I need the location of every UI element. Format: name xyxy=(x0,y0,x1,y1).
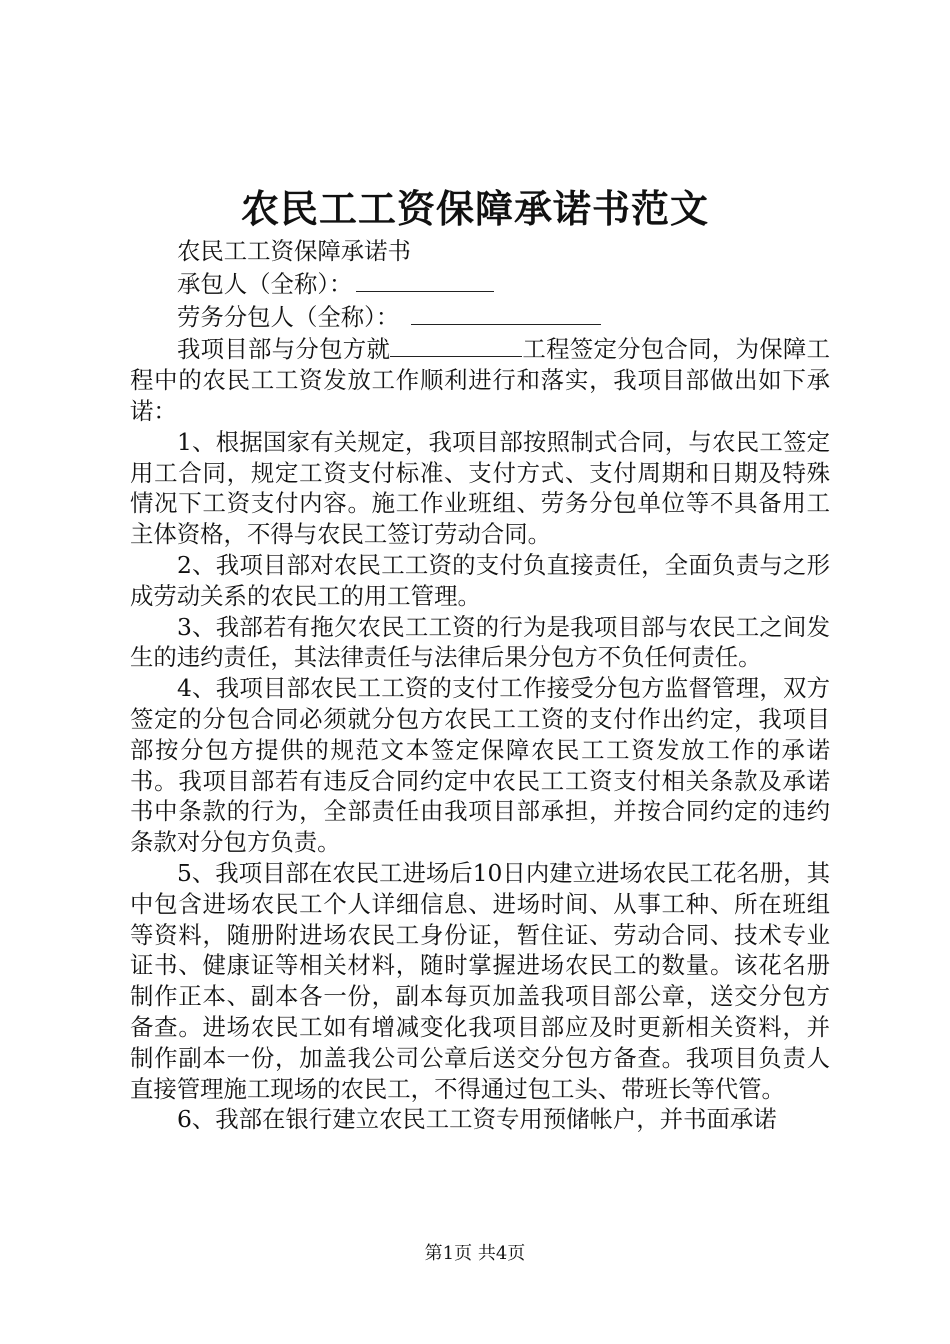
intro-text-end: 工程签定分包合同，为保障工程中的农民工工资发放工作顺利进行和落实，我项目部做出如下承诺： xyxy=(130,335,831,425)
commitment-paragraph-3: 3、我部若有拖欠农民工工资的行为是我项目部与农民工之间发生的违约责任，其法律责任与法律后果分包方不负任何责任。 xyxy=(130,612,830,672)
contractor-line xyxy=(130,267,830,300)
intro-text-start: 我项目部与分包方就 xyxy=(177,335,391,364)
subcontractor-line xyxy=(130,300,830,333)
subcontractor-name-blank xyxy=(411,300,601,325)
commitment-paragraph-6: 6、我部在银行建立农民工工资专用预储帐户，并书面承诺 xyxy=(177,1105,777,1134)
document-body xyxy=(130,236,830,1135)
contractor-label: 承包人（全称）： xyxy=(177,269,353,298)
document-heading: 农民工工资保障承诺书 xyxy=(177,237,411,265)
page-number-footer: 第1页 共4页 xyxy=(424,1243,526,1264)
project-name-blank xyxy=(390,332,522,357)
intro-paragraph xyxy=(130,332,830,426)
commitment-paragraph-2: 2、我项目部对农民工工资的支付负直接责任，全面负责与之形成劳动关系的农民工的用工管理。 xyxy=(130,550,830,610)
contractor-name-blank xyxy=(356,267,494,292)
commitment-paragraph-4: 4、我项目部农民工工资的支付工作接受分包方监督管理，双方签定的分包合同必须就分包方农民工工资的支付作出约定，我项目部按分包方提供的规范文本签定保障农民工工资发放工作的承诺书。我项目部若有违反合同约定中农民工工资支付相关条款及承诺书中条款的行为，全部责任由我项目部承担，并按合同约定的违约条款对分包方负责。 xyxy=(130,674,830,857)
commitment-paragraph-1: 1、根据国家有关规定，我项目部按照制式合同，与农民工签定用工合同，规定工资支付标准、支付方式、支付周期和日期及特殊情况下工资支付内容。施工作业班组、劳务分包单位等不具备用工主体资格，不得与农民工签订劳动合同。 xyxy=(130,427,830,549)
document-title: 农民工工资保障承诺书范文 xyxy=(240,186,709,231)
subcontractor-label: 劳务分包人（全称）： xyxy=(177,302,400,331)
commitment-paragraph-5: 5、我项目部在农民工进场后10日内建立进场农民工花名册，其中包含进场农民工个人详细信息、进场时间、从事工种、所在班组等资料，随册附进场农民工身份证，暂住证、劳动合同、技术专业证书、健康证等相关材料，随时掌握进场农民工的数量。该花名册制作正本、副本各一份，副本每页加盖我项目部公章，送交分包方备查。进场农民工如有增减变化我项目部应及时更新相关资料，并制作副本一份，加盖我公司公章后送交分包方备查。我项目负责人直接管理施工现场的农民工，不得通过包工头、带班长等代管。 xyxy=(130,858,830,1103)
